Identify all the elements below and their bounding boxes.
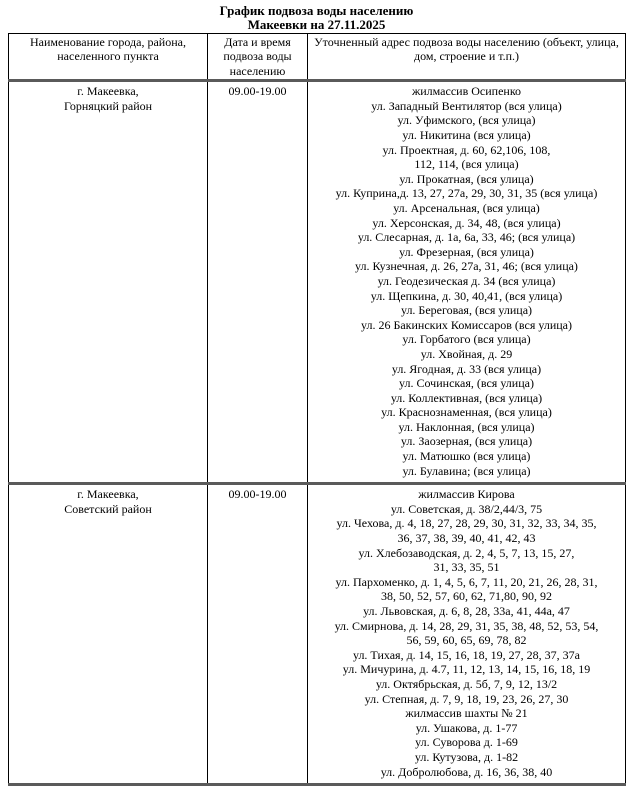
address-line: ул. Львовская, д. 6, 8, 28, 33а, 41, 44а, 47: [363, 604, 570, 618]
location-cell: [9, 484, 208, 785]
column-header-address: Уточненный адрес подвоза воды населению (объект, улица, дом, строение и т.п.): [308, 34, 626, 81]
address-line: ул. Ушакова, д. 1-77: [415, 720, 518, 735]
address-line: ул. Заозерная, (вся улица): [400, 434, 533, 449]
address-line: ул. Октябрьская, д. 5б, 7, 9, 12, 13/2: [375, 676, 558, 691]
address-line: 38, 50, 52, 57, 60, 62, 71,80, 90, 92: [381, 589, 552, 604]
address-line: ул. Смирнова, д. 14, 28, 29, 31, 35, 38, 48, 52, 53, 54,: [334, 618, 599, 633]
address-line: ул. Западный Вентилятор (вся улица): [371, 98, 562, 113]
table-row-sovetsky: [9, 484, 626, 785]
column-header-time: Дата и время подвоза воды населению: [208, 34, 308, 81]
address-line: ул. Мичурина, д. 4.7, 11, 12, 13, 14, 15, 16, 18, 19: [342, 662, 591, 677]
address-line: ул. Херсонская, д. 34, 48, (вся улица): [372, 215, 561, 230]
address-line: ул. Слесарная, д. 1а, 6а, 33, 46; (вся улица): [357, 230, 576, 245]
address-line: ул. Геодезическая д. 34 (вся улица): [377, 273, 556, 288]
title-line-2: Макеевки на 27.11.2025: [247, 17, 386, 32]
address-line: ул. Булавина; (вся улица): [402, 463, 531, 478]
address-line: ул. Кутузова, д. 1-82: [414, 749, 519, 764]
address-line: ул. Ягодная, д. 33 (вся улица): [391, 361, 542, 376]
column-header-location: Наименование города, района, населенного пункта: [9, 34, 208, 81]
address-line: ул. Тихая, д. 14, 15, 16, 18, 19, 27, 28, 37, 37а: [352, 647, 581, 662]
location-cell: [9, 81, 208, 484]
address-line: ул. Наклонная, (вся улица): [398, 419, 535, 434]
address-line: ул. Фрезерная, (вся улица): [399, 244, 534, 259]
location-city: г. Макеевка,: [77, 487, 139, 502]
address-line: ул. Степная, д. 7, 9, 18, 19, 23, 26, 27, 30: [364, 691, 569, 706]
address-line: ул. Куприна,д. 13, 27, 27а, 29, 30, 31, 35 (вся улица): [335, 186, 598, 201]
address-line: ул. Хвойная, д. 29: [420, 346, 513, 361]
addresses-cell: [308, 81, 626, 484]
address-line: ул. Добролюбова, д. 16, 36, 38, 40: [380, 764, 553, 779]
address-line: ул. 26 Бакинских Комиссаров (вся улица): [361, 317, 572, 332]
location-city: г. Макеевка,: [77, 84, 139, 99]
water-delivery-schedule-table: [8, 33, 626, 786]
header-row: [9, 34, 626, 81]
address-line: ул. Советская, д. 38/2,44/3, 75: [390, 501, 543, 516]
address-line: ул. Щепкина, д. 30, 40,41, (вся улица): [370, 288, 563, 303]
address-line: ул. Горбатого (вся улица): [402, 332, 531, 347]
address-line: ул. Суворова д. 1-69: [415, 735, 518, 750]
address-line: жилмассив Кирова: [418, 487, 515, 502]
address-line: 112, 114, (вся улица): [414, 157, 519, 172]
address-line: 56, 59, 60, 65, 69, 78, 82: [406, 633, 527, 648]
address-line: ул. Кузнечная, д. 26, 27а, 31, 46; (вся улица): [355, 259, 578, 274]
address-line: ул. Пархоменко, д. 1, 4, 5, 6, 7, 11, 20, 21, 26, 28, 31,: [335, 574, 598, 589]
address-line: ул. Проектная, д. 60, 62,106, 108,: [382, 142, 551, 157]
addresses-cell: [308, 484, 626, 785]
address-line: ул. Матюшко (вся улица): [402, 449, 531, 464]
address-line: ул. Коллективная, (вся улица): [390, 390, 543, 405]
address-line: 36, 37, 38, 39, 40, 41, 42, 43: [397, 531, 536, 546]
address-line: ул. Уфимского, (вся улица): [397, 113, 536, 128]
title-line-1: График подвоза воды населению: [219, 3, 414, 18]
table-row-gornyatsky: [9, 81, 626, 484]
time-cell: 09.00-19.00: [208, 81, 308, 484]
address-line: ул. Хлебозаводская, д. 2, 4, 5, 7, 13, 15, 27,: [358, 545, 575, 560]
address-line: жилмассив Осипенко: [411, 84, 522, 99]
location-district: Советский район: [64, 501, 152, 516]
address-line: ул. Никитина (вся улица): [402, 128, 531, 142]
address-line: жилмассив шахты № 21: [405, 706, 528, 721]
address-line: ул. Прокатная, (вся улица): [399, 171, 534, 186]
address-line: ул. Береговая, (вся улица): [400, 303, 533, 318]
time-cell: 09.00-19.00: [208, 484, 308, 785]
address-line: 31, 33, 35, 51: [433, 560, 500, 575]
page-title: [8, 4, 625, 32]
location-district: Горняцкий район: [63, 98, 153, 113]
address-line: ул. Чехова, д. 4, 18, 27, 28, 29, 30, 31, 32, 33, 34, 35,: [336, 516, 597, 531]
address-line: ул. Краснознаменная, (вся улица): [381, 405, 552, 420]
address-line: ул. Сочинская, (вся улица): [399, 376, 534, 391]
address-line: ул. Арсенальная, (вся улица): [393, 200, 540, 215]
